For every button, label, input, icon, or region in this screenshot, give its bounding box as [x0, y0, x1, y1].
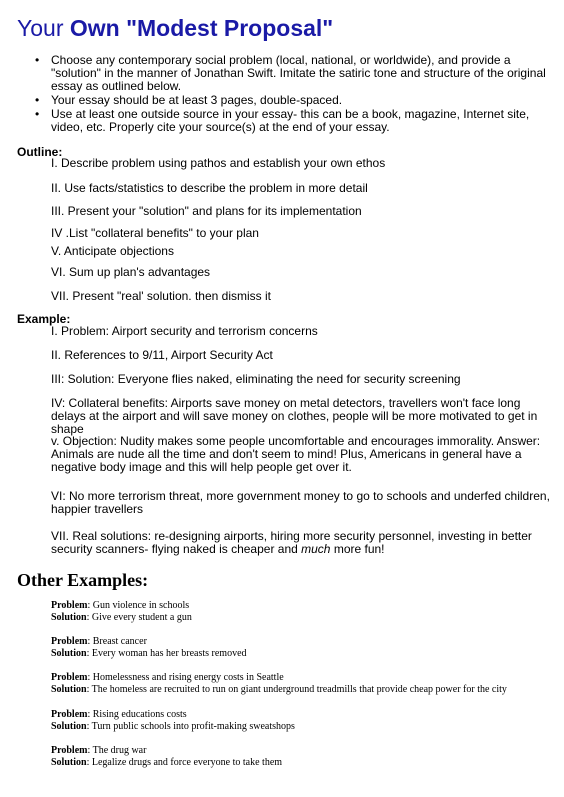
- bullet-item: [0, 94, 551, 107]
- bullet-item: [0, 108, 551, 134]
- outline-label: Outline:: [17, 145, 63, 159]
- example-item: II. References to 9/11, Airport Security Act: [51, 348, 273, 362]
- problem-label: Problem: [51, 745, 88, 756]
- title-bold: Own "Modest Proposal": [69, 15, 334, 41]
- outline-item: VII. Present "real' solution. then dismiss it: [51, 289, 271, 303]
- problem-line: [51, 672, 551, 684]
- example-last-text: VII. Real solutions: re-designing airports, hiring more security personnel, investing in better security scanners- flying naked is cheaper and: [51, 529, 532, 556]
- solution-label: Solution: [51, 684, 87, 695]
- problem-text: : Rising educations costs: [87, 709, 187, 720]
- solution-line: [51, 612, 551, 624]
- problem-label: Problem: [51, 709, 88, 720]
- other-example-pair: [51, 709, 551, 733]
- bullet-text: Choose any contemporary social problem (local, national, or worldwide), and provide a "solution" in the manner of Jonathan Swift. Imitate the satiric tone and structure of the original essay as outlined below.: [51, 53, 546, 93]
- outline-item: III. Present your "solution" and plans for its implementation: [51, 204, 362, 218]
- example-item: IV: Collateral benefits: Airports save money on metal detectors, travellers won't face long delays at the airport and will save money on clothes, people will be more motivated to get in shape: [51, 396, 538, 436]
- problem-text: : Homelessness and rising energy costs in Seattle: [87, 672, 284, 683]
- solution-line: [51, 757, 551, 769]
- title-prefix: Your: [17, 15, 70, 41]
- bullet-text: Your essay should be at least 3 pages, double-spaced.: [51, 93, 343, 107]
- problem-text: : Breast cancer: [87, 636, 147, 647]
- problem-line: [51, 636, 551, 648]
- other-examples-heading: Other Examples:: [17, 570, 149, 590]
- example-item: III: Solution: Everyone flies naked, eliminating the need for security screening: [51, 372, 461, 386]
- assignment-bullet-list: [0, 54, 564, 134]
- other-example-pair: [51, 745, 551, 769]
- solution-line: [51, 721, 551, 733]
- solution-label: Solution: [51, 757, 87, 768]
- problem-label: Problem: [51, 636, 88, 647]
- problem-label: Problem: [51, 600, 88, 611]
- bullet-dot-icon: •: [35, 93, 40, 107]
- outline-item: I. Describe problem using pathos and establish your own ethos: [51, 156, 386, 170]
- other-example-pair: [51, 672, 551, 696]
- problem-line: [51, 745, 551, 757]
- problem-text: : Gun violence in schools: [87, 600, 190, 611]
- solution-text: : Legalize drugs and force everyone to take them: [86, 757, 283, 768]
- outline-item: V. Anticipate objections: [51, 244, 174, 258]
- example-last-tail: more fun!: [330, 542, 385, 556]
- bullet-text: Use at least one outside source in your essay- this can be a book, magazine, Internet site, video, etc. Properly cite your source(s) at the end of your essay.: [51, 107, 530, 134]
- solution-label: Solution: [51, 721, 87, 732]
- solution-label: Solution: [51, 648, 87, 659]
- problem-line: [51, 600, 551, 612]
- example-item-last: [51, 530, 551, 556]
- other-example-pair: [51, 636, 551, 660]
- other-example-pair: [51, 600, 551, 624]
- bullet-dot-icon: •: [35, 53, 40, 67]
- example-item: I. Problem: Airport security and terrorism concerns: [51, 324, 318, 338]
- solution-text: : Every woman has her breasts removed: [86, 648, 247, 659]
- example-item: v. Objection: Nudity makes some people uncomfortable and encourages immorality. Answer: Animals are nude all the time and don't seem to mind! Plus, Americans in general have a negative body image and this will help people get over it.: [51, 434, 541, 474]
- solution-text: : Give every student a gun: [86, 612, 192, 623]
- problem-line: [51, 709, 551, 721]
- solution-line: [51, 684, 551, 696]
- example-label: Example:: [17, 312, 71, 326]
- solution-text: : Turn public schools into profit-making sweatshops: [86, 721, 295, 732]
- bullet-item: [0, 54, 551, 93]
- solution-text: : The homeless are recruited to run on giant underground treadmills that provide cheap power for the city: [86, 684, 507, 695]
- page-title: [17, 14, 333, 42]
- solution-line: [51, 648, 551, 660]
- bullet-dot-icon: •: [35, 107, 40, 121]
- problem-label: Problem: [51, 672, 88, 683]
- problem-text: : The drug war: [87, 745, 147, 756]
- outline-item: II. Use facts/statistics to describe the problem in more detail: [51, 181, 368, 195]
- outline-item: VI. Sum up plan's advantages: [51, 265, 211, 279]
- outline-item: IV .List "collateral benefits" to your plan: [51, 226, 259, 240]
- example-last-emphasis: much: [301, 542, 331, 556]
- solution-label: Solution: [51, 612, 87, 623]
- example-item: VI: No more terrorism threat, more government money to go to schools and underfed children, happier travellers: [51, 489, 550, 516]
